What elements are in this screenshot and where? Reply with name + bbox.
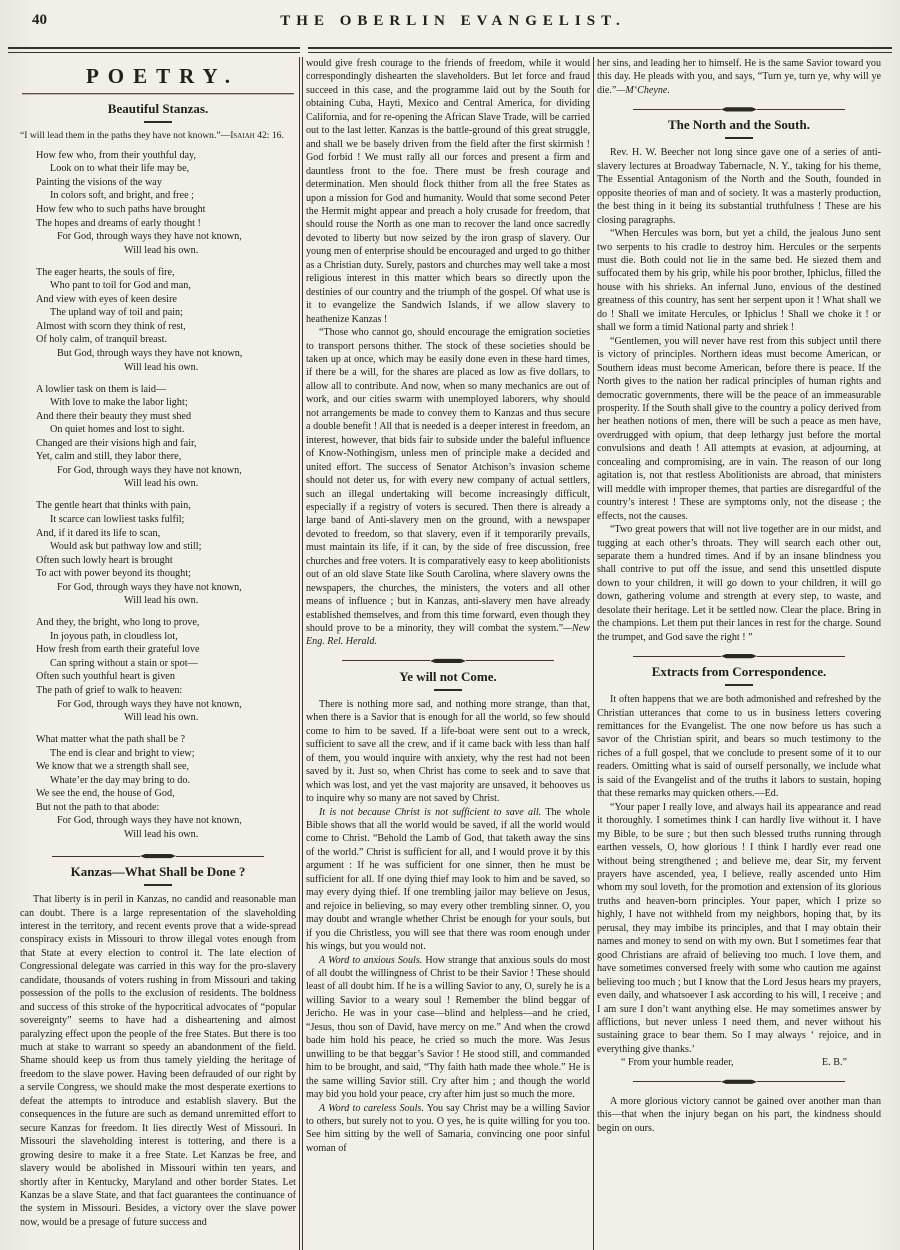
poem-line: On quiet homes and lost to sight.: [50, 424, 185, 436]
page-number: 40: [32, 12, 47, 28]
ywnc-source-attribution: —M‘Cheyne.: [616, 84, 670, 96]
poem-line: The end is clear and bright to view;: [50, 747, 195, 759]
kanzas-paragraph-3-text: “Those who cannot go, should encourage the emigration societies to transport persons thither. The stock of these societies should be taken up at once, which may be easily done even in these hard times, if there be a will, for the shares are placed as low as five dollars, to allow all to contribute. And now, when so many mechanics are out of work, and our cities swarm with unemployed laborers, why should not arrangements be made to convey them to Kanzas and thus secure a double benefit ! All that is needed is a deeper interest in freedom, an interest, however, that bids fair to subside under the baleful influence of Know-Nothingism, unless men of principle make a decided and united effort. The success of Senator Atchison’s invasion scheme should not deter us, for with every new company of actual settlers, such an illegal undertaking will become increasingly difficult, especially if a registry of voters is secured. Then there is already a large band of Anti-slavery men on the ground, with a newspaper devoted to freedom, so that slavery, even if it temporarily prevails, must maintain its life, if it can, by the side of free discussion, free churches and free voters. It is comparatively easy to keep abolitionists out of an old slave State like South Carolina, where slavery owns the newspapers, the churches, the ministers, the voters and all other means of influence ; but in Kanzas, anti-slavery men have already established themselves, and from this time forward, even though they should prove to be a minority, they will combat the system.”: [306, 327, 590, 635]
poem-line: The path of grief to walk to heaven:: [36, 685, 183, 697]
poem-line: A lowlier task on them is laid—: [36, 383, 167, 395]
heading-rule: [434, 689, 462, 691]
poem-line: Would ask but pathway low and still;: [50, 541, 202, 553]
ns-paragraph-4: “Two great powers that will not live together are in our midst, and tugging at each other’s throats. They will search each other out, separate them a hundred times. And if by an insane blindness you shall contrive to put off the issue, and send this unsettled dispute down to your children, it will go down to your children, it will go down, gathering volume and strength at every step, to waste, and desolate their heritage. Let it be settled now. Clear the place. Bring in the champions. Let them put their lances in rest for the charge. Sound the trumpet, and God save the right ! ”: [597, 524, 881, 643]
poem-line: In colors soft, and bright, and free ;: [50, 190, 194, 202]
ns-paragraph-2: “When Hercules was born, but yet a child, the jealous Juno sent two serpents to his cradle to destroy him. Hercules or the serpents must die. Both could not lie in the same bed. He siezed them and suffocated them by his grip, while his poor brother, Iphiclus, filled the house with his shrieks. An infernal Juno, envious of the destined greatness of this country, has sent her serpent upon it ! What shall we do ! Shall we imitate Hercules, or Iphiclus ! Shall we choke it ! or shall we form a timid National party and shriek !: [597, 228, 881, 334]
poem-line: Will lead his own.: [124, 478, 199, 490]
poem-line: Will lead his own.: [124, 595, 199, 607]
poem-line: Whate’er the day may bring to do.: [50, 774, 191, 786]
ywnc-paragraph-3-lead: A Word to anxious Souls.: [319, 954, 423, 966]
article-divider: [597, 1076, 881, 1088]
ywnc-paragraph-3-text: How strange that anxious souls do most of all doubt the willingness of Christ to be their Savior ! These should least of all doubt him. If he is a willing Savior to any, O, surely he is a willing Savior to a weary soul ! Remember the blind beggar of Jericho. He was in your case—blind and helpless—and he cried, “Jesus, thou son of David, have mercy on me.” And when the crowd bade him hold his peace, he cried so much the more. Was Jesus unwilling to be that beggar’s Savior ! He stood still, and commanded him to be brought, and said, “Thy faith hath made thee whole.” He is the same willing Savior still. Cry after him ; and though the world may bid you hold your peace, cry after him just so much the more.: [306, 954, 590, 1101]
poem-line: With love to make the labor light;: [50, 397, 188, 409]
article-title-kanzas: Kanzas—What Shall be Done ?: [70, 864, 246, 880]
poem-line: We know that we a strength shall see,: [36, 761, 190, 773]
divider-diamond-icon: [721, 1079, 757, 1084]
ywnc-paragraph-4: [306, 1102, 590, 1156]
poem-line: Changed are their visions high and fair,: [36, 437, 197, 449]
kanzas-source-attribution: —New Eng. Rel. Herald.: [306, 623, 590, 648]
poem-line: And they, the bright, who long to prove,: [36, 617, 200, 629]
closing-paragraph: A more glorious victory cannot be gained over another man than this—that when the injury began on his part, the kindness should begin on ours.: [597, 1095, 881, 1134]
poem-line: Painting the visions of the way: [36, 176, 162, 188]
kanzas-paragraph-2: would give fresh courage to the friends of freedom, while it would correspondingly dishearten the slaveholders. But let force and fraud succeed in this case, and the programme laid out by the South for obtaining Cuba, Hayti, Mexico and Central America, for dividing California, and for re-opening the African Slave Trade, will be carried out to the last letter. Kanzas is the battle-ground of this great struggle, and shall we be basely driven from the field after the first skirmish ! God forbid ! We must rally all our forces and present a firm and dauntless front to the foe. There must be fresh courage and determination. Men should flock thither from all the free States as upon a mission for God and humanity. Would that some second Peter the Hermit might appear and preach a holy crusade for freedom, that should rouse the North as one man to recover the land once sacredly devoted to liberty but now seized by the iron grasp of slavery. Our young men of enterprise should be encouraged and urged to go thither as a Christian duty. Surely, pastors and churches may well take a most religious interest in this matter which bears so directly upon the destinies of our country and the triumph of the gospel. Of what use is it to evangelize the Sandwich Islands, if we allow slavery to heathenize Kanzas !: [306, 58, 590, 325]
poem-line: Often such lowly heart is brought: [36, 554, 173, 566]
poem-line: The gentle heart that thinks with pain,: [36, 500, 191, 512]
poem-line: And there their beauty they must shed: [36, 410, 192, 422]
article-title-extracts: Extracts from Correspondence.: [651, 664, 827, 680]
poem-stanza: [36, 616, 296, 724]
poem-line: Will lead his own.: [124, 361, 199, 373]
poem-line: We see the end, the house of God,: [36, 788, 175, 800]
poem-line: Look on to what their life may be,: [50, 163, 190, 175]
ywnc-paragraph-1: There is nothing more sad, and nothing more strange, than that, when there is a Savior that is enough for all the world, so few should come to him to be saved. If a life-boat were sent out to a wreck, sufficient to save all the crew, and if it came back with less than half of them, you would inquire with anxiety, why the rest had not been saved by it. Just so, when Christ has come to seek and to save that which was lost, and yet the vast majority are unsaved, it behooves us to inquire why so many are not saved by Christ.: [306, 698, 590, 805]
extracts-paragraph-1: It often happens that we are both admonished and refreshed by the Christian utterances that come to us in business letters covering remittances for the Evangelist. The one now before us has such a savor of the Christian spirit, and bears so much testimony to the riches of a full gospel, that we conclude to present some of it to our readers. Omitting what is said of ourself personally, we include what is said of the Evangelist and of the truths it labors to sustain, hoping that these remarks may quicken others.—Ed.: [597, 694, 881, 800]
section-title-poetry: POETRY.: [85, 64, 240, 88]
heading-rule: [725, 137, 753, 139]
poem-line: Often such youthful heart is given: [36, 671, 175, 683]
ywnc-paragraph-3: [306, 954, 590, 1102]
poem-line: Who pant to toil for God and man,: [50, 280, 191, 292]
poem-stanza: [36, 266, 296, 374]
ywnc-paragraph-4-lead: A Word to careless Souls.: [319, 1102, 424, 1114]
poem-line: And, if it dared its life to scan,: [36, 527, 161, 539]
signature-text: “ From your humble reader,: [621, 1057, 734, 1069]
epigraph-text: “I will lead them in the paths they have not known.”—: [20, 130, 231, 141]
article-title-north-and-south: The North and the South.: [668, 117, 810, 133]
kanzas-paragraph-1: That liberty is in peril in Kanzas, no candid and reasonable man can doubt. There is a large representation of the slaveholding interest in the territory, and recent events prove that a wide-spread conspiracy exists in Missouri to throw illegal votes enough from that State at every election to control it. The late election of Congressional delegate was carried in this way for the pro-slavery candidate, thousands of voters rushing in from Missouri and taking possession of the polls to the exclusion of residents. The boldness and success of this stroke of the hypocritical advocates of “popular sovereignty” seems to have had a disheartening and almost paralyzing effect upon the people of the free States. But there is too much at stake to warrant so speedy an abandonment of the field. Shame should keep us from thus tamely yielding the heritage of freedom to the slave power. Having been defrauded of our right by a servile Congress, we should make the most desperate exertions to defeat the attempts to introduce and establish slavery. But the consequences in the future are such as demand unremitted effort to secure Kanzas for freedom. It lies directly West of Missouri. In Missouri the slaveholding interest is tottering, and there is a growing desire to make it a free State. Let Kanzas be free, and slavery would be abolished in Missouri within ten years, and shortly after in Kentucky, Maryland and other border States. Let Kanzas be a slave State, and that fact guarantees the continuance of the system in Missouri. Besides, a victory over the slave power now, would be a presage of future success and: [20, 894, 296, 1228]
poem-line: For God, through ways they have not known,: [57, 815, 242, 827]
divider-diamond-icon: [721, 107, 757, 112]
ywnc-paragraph-2-text: The whole Bible shows that all the world would be saved, if all the world would come to Christ. “Behold the Lamb of God, that taketh away the sins of the world.” Christ is sufficient for all, and I would prove it by this argument : If he was sufficient for one sinner, then he must be sufficient for all. If one dying thief may look to him and be saved, so may every dying thief. If one trembling jailor may believe on Jesus, and rejoice in believing, so may every other trembling sinner. O, you may doubt and wrangle whether Christ be enough for your souls, but if you die Christless, you will see that there was room enough under his wings, but you would not.: [306, 806, 590, 953]
article-title-ye-will-not-come: Ye will not Come.: [399, 668, 497, 684]
masthead-rule-right: [308, 47, 892, 53]
heading-rule: [725, 684, 753, 686]
extracts-paragraph-2: “Your paper I really love, and always hail its appearance and read it thoroughly. I sometimes think I can hardly live without it. I have my Bible, to be sure ; but then such blessed truths running through earthen vessels, O, how glorious ! I think I hardly ever read one without being strengthened ; and believe me, dear Sir, my fervent prayers have ascended, yea, I believe, really ascended unto Him whom my soul loveth, for the promotion and extension of its glorious truths and heaven-born principles. Your paper, which I prize so highly, I have not withheld from my neighbors, hoping that, by its perusal, they may imbibe its principles, and that I may obtain their names and money to send on with my own. But I sometimes fear that good Christians are afraid of believing too much. I love them, and have sometimes conversed freely with some who caution me against believing too much ; but I know that the Lord Jesus hears my prayers, even daily, and whatsoever I ask according to his will, I receive ; and I am sure I don’t want anything else. He may sometimes answer by afflictions, but never unless I need them, and never without his sustaining grace to bear them. So I may always ‘ rejoice, and in everything give thanks.’: [597, 801, 881, 1055]
poem-line: For God, through ways they have not known,: [57, 698, 242, 710]
signature-initials: E. B.”: [822, 1057, 847, 1069]
poem-line: The hopes and dreams of early thought !: [36, 217, 201, 229]
ns-paragraph-3: “Gentlemen, you will never have rest from this subject until there is victory of principles. Northern ideas must become American, or Southern ideas must become American, before there is peace. If the North gives to the nation her radical principles of human rights and democratic governments, there will be the peace of an immeasurable prosperity. If the South shall give to the country a policy derived from her heathen notions of men, there will be such a peace as men have, overdrugged with opium, that deep lethargy just before the mortal convulsions and death ! All attempts at evasion, at adjourning, at concealing and compromising, are in vain. The reason of our long agitation is, not that restless Abolitionists are abroad, that ministers will meddle with improper themes, that parties are disregardful of the country’s interest ! These are symptoms only, not the disease ; the effects, not the causes.: [597, 335, 881, 522]
poem-line: Almost with scorn they think of rest,: [36, 320, 186, 332]
poem-line: For God, through ways they have not known,: [57, 464, 242, 476]
poem-line: What matter what the path shall be ?: [36, 734, 186, 746]
masthead-rule-left: [8, 47, 300, 53]
ywnc-paragraph-5-text: her sins, and leading her to himself. He is the same Savior toward you this day. He pleads with you, and says, “Turn ye, turn ye, why will ye die.”: [597, 58, 881, 96]
epigraph-reference: Isaiah 42: 16.: [230, 130, 284, 141]
poem-line: But God, through ways they have not known,: [57, 347, 243, 359]
poem-stanza: [36, 499, 296, 607]
section-rule: [22, 93, 294, 94]
article-divider: [597, 650, 881, 662]
poem-line: And view with eyes of keen desire: [36, 293, 177, 305]
column-layout: [20, 57, 888, 1250]
letter-signature: [597, 1056, 881, 1069]
ywnc-paragraph-5: [597, 57, 881, 97]
column-separator-2: [593, 57, 594, 1250]
ns-paragraph-1: Rev. H. W. Beecher not long since gave one of a series of anti-slavery lectures at Broadway Tabernacle, N. Y., taking for his theme, The Essential Antagonism of the North and the South, founded in opposite theories of man and of society. It was a masterly production, the best thing in it being its substantial truthfulness ! These are his closing paragraphs.: [597, 147, 881, 226]
poem-line: It scarce can lowliest tasks fulfil;: [50, 513, 185, 525]
column-1: [20, 57, 296, 1250]
article-divider: [20, 850, 296, 862]
poem-line: Will lead his own.: [124, 712, 199, 724]
article-divider: [597, 103, 881, 115]
ywnc-paragraph-4-text: You say Christ may be a willing Savior to others, but surely not to you. O yes, he is quite willing for you too. See him sitting by the well of Samaria, convincing one poor sinful woman of: [306, 1102, 590, 1154]
poem-line: How fresh from earth their grateful love: [36, 644, 200, 656]
poem-line: Will lead his own.: [124, 829, 199, 840]
poem-line: The eager hearts, the souls of fire,: [36, 266, 175, 278]
poem-line: In joyous path, in cloudless lot,: [50, 630, 178, 642]
poem-epigraph: [20, 130, 296, 143]
poem-line: Of holy calm, of tranquil breast.: [36, 334, 167, 346]
heading-rule: [144, 884, 172, 886]
poem-line: Will lead his own.: [124, 244, 199, 256]
kanzas-paragraph-3: [306, 326, 590, 649]
poem-line: Can spring without a stain or spot—: [50, 657, 198, 669]
divider-diamond-icon: [140, 854, 176, 859]
poem-beautiful-stanzas: [20, 149, 296, 842]
poem-line: The upland way of toil and pain;: [50, 307, 183, 319]
article-divider: [306, 655, 590, 667]
poem-stanza: [36, 149, 296, 257]
poem-line: How few who to such paths have brought: [36, 203, 206, 215]
ywnc-paragraph-2-lead: It is not because Christ is not sufficient to save all.: [319, 806, 542, 818]
poem-line: How few who, from their youthful day,: [36, 149, 197, 161]
column-3: [597, 57, 881, 1250]
poem-line: Yet, calm and still, they labor there,: [36, 451, 182, 463]
column-2: [306, 57, 590, 1250]
poem-line: But not the path to that abode:: [36, 801, 160, 813]
poem-line: To act with power beyond its thought;: [36, 568, 191, 580]
ywnc-paragraph-2: [306, 806, 590, 954]
masthead-title: THE OBERLIN EVANGELIST.: [280, 13, 626, 29]
heading-rule: [144, 121, 172, 123]
column-separator-1: [299, 57, 303, 1250]
poem-line: For God, through ways they have not known,: [57, 231, 242, 243]
poem-line: For God, through ways they have not known,: [57, 581, 242, 593]
divider-diamond-icon: [721, 654, 757, 659]
article-title-beautiful-stanzas: Beautiful Stanzas.: [107, 101, 209, 116]
divider-diamond-icon: [430, 658, 466, 663]
poem-stanza: [36, 383, 296, 491]
poem-stanza: [36, 733, 296, 841]
